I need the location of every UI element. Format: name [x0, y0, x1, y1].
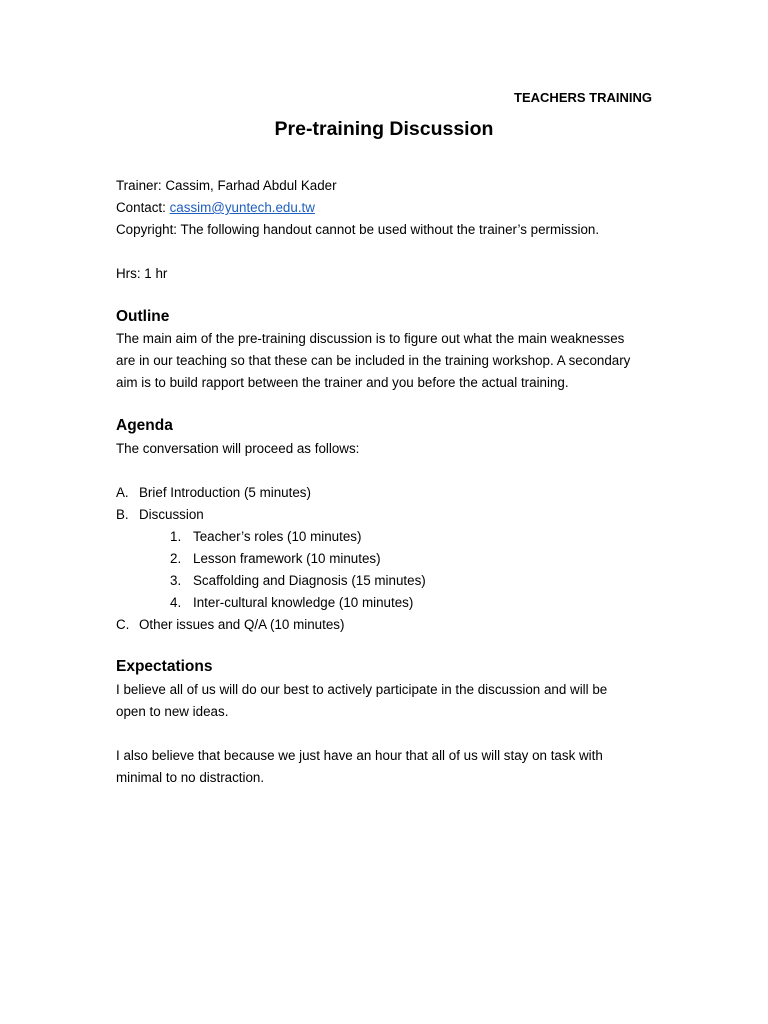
agenda-subitem-marker: 1. — [170, 529, 182, 544]
agenda-subitem-marker: 4. — [170, 595, 182, 610]
agenda-item-marker: A. — [116, 485, 129, 500]
agenda-subitem-text: Scaffolding and Diagnosis (15 minutes) — [193, 573, 426, 588]
agenda-subitem — [170, 551, 381, 567]
agenda-item-text: Other issues and Q/A (10 minutes) — [139, 617, 345, 632]
trainer-label: Trainer: — [116, 178, 162, 193]
agenda-subitem-marker: 2. — [170, 551, 182, 566]
agenda-heading: Agenda — [116, 417, 173, 434]
agenda-subitem-marker: 3. — [170, 573, 182, 588]
agenda-item-marker: C. — [116, 617, 130, 632]
agenda-item — [116, 485, 311, 501]
agenda-subitem-text: Lesson framework (10 minutes) — [193, 551, 381, 566]
outline-line: The main aim of the pre-training discussion is to figure out what the main weaknesses — [116, 331, 625, 346]
contact-line — [116, 200, 315, 216]
agenda-item — [116, 617, 344, 633]
outline-heading: Outline — [116, 308, 170, 325]
agenda-subitem-text: Inter-cultural knowledge (10 minutes) — [193, 595, 414, 610]
hours-label: Hrs: — [116, 266, 141, 281]
copyright-line — [116, 222, 599, 238]
agenda-item-marker: B. — [116, 507, 129, 522]
outline-line: aim is to build rapport between the trainer and you before the actual training. — [116, 375, 569, 390]
page-title: Pre-training Discussion — [274, 118, 494, 140]
expectations-line: I also believe that because we just have an hour that all of us will stay on task with — [116, 748, 603, 763]
agenda-item-text: Discussion — [139, 507, 204, 522]
agenda-subitem — [170, 595, 413, 611]
agenda-item-text: Brief Introduction (5 minutes) — [139, 485, 311, 500]
agenda-item — [116, 507, 204, 523]
agenda-intro: The conversation will proceed as follows: — [116, 441, 360, 456]
expectations-line: I believe all of us will do our best to actively participate in the discussion and will be — [116, 682, 608, 697]
trainer-line — [116, 178, 337, 194]
contact-label: Contact: — [116, 200, 166, 215]
expectations-line: open to new ideas. — [116, 704, 229, 719]
expectations-heading: Expectations — [116, 658, 213, 675]
agenda-subitem — [170, 573, 426, 589]
agenda-subitem — [170, 529, 361, 545]
trainer-name: Cassim, Farhad Abdul Kader — [165, 178, 337, 193]
header-label: TEACHERS TRAINING — [514, 90, 652, 105]
agenda-subitem-text: Teacher’s roles (10 minutes) — [193, 529, 362, 544]
expectations-line: minimal to no distraction. — [116, 770, 265, 785]
copyright-label: Copyright: — [116, 222, 178, 237]
hours-line — [116, 266, 167, 282]
contact-email-link[interactable]: cassim@yuntech.edu.tw — [169, 200, 315, 215]
hours-value: 1 hr — [144, 266, 168, 281]
copyright-text: The following handout cannot be used without the trainer’s permission. — [180, 222, 600, 237]
outline-line: are in our teaching so that these can be included in the training workshop. A secondary — [116, 353, 631, 368]
